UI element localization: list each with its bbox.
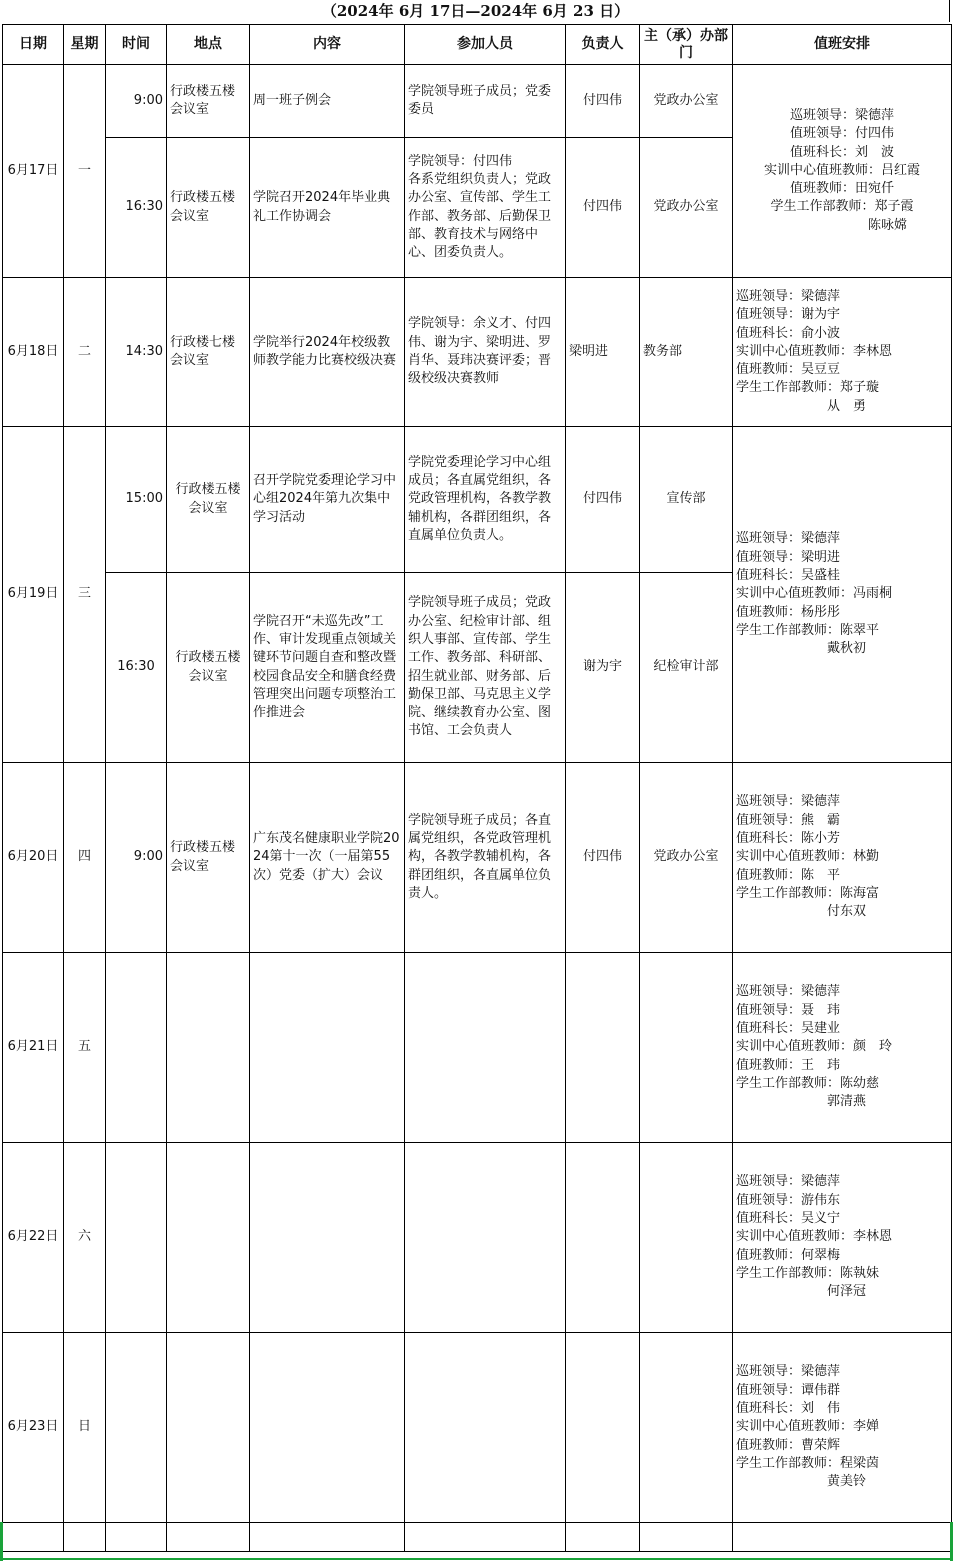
selection-border-bottom: [0, 1558, 953, 1560]
date-cell: 6月18日: [3, 278, 64, 427]
attendees-cell: [405, 1333, 566, 1523]
selection-border-right: [950, 1522, 953, 1561]
weekday-cell: 二: [64, 278, 106, 427]
duty-cell: 巡班领导：梁德萍 值班领导：谭伟群 值班科长：刘 伟 实训中心值班教师：李婵 值班教师：曹荣辉 学生工作部教师：程梁茵 黄美铃: [733, 1333, 952, 1523]
leader-cell: 梁明进: [566, 278, 640, 427]
place-cell: [167, 1333, 250, 1523]
header-weekday: 星期: [64, 25, 106, 65]
selection-border-left: [0, 1522, 3, 1561]
empty-cell: [733, 1523, 952, 1552]
leader-cell: [566, 1333, 640, 1523]
table-row: [3, 763, 952, 953]
date-cell: 6月23日: [3, 1333, 64, 1523]
header-date: 日期: [3, 25, 64, 65]
dept-cell: 纪检审计部: [640, 573, 733, 763]
weekday-cell: 六: [64, 1143, 106, 1333]
date-cell: 6月20日: [3, 763, 64, 953]
header-dept: 主（承）办部门: [640, 25, 733, 65]
dept-cell: [640, 1143, 733, 1333]
table-row: [3, 1143, 952, 1333]
content-cell: 学院召开“未巡先改”工作、审计发现重点领域关键环节问题自查和整改暨校园食品安全和膳食经费管理突出问题专项整治工作推进会: [250, 573, 405, 763]
date-cell: 6月17日: [3, 65, 64, 278]
dept-cell: 党政办公室: [640, 763, 733, 953]
time-cell: 16:30: [106, 138, 167, 278]
attendees-cell: 学院领导班子成员；党政办公室、纪检审计部、组织人事部、宣传部、学生工作、教务部、科研部、招生就业部、财务部、后勤保卫部、马克思主义学院、继续教育办公室、图书馆、工会负责人: [405, 573, 566, 763]
leader-cell: [566, 1143, 640, 1333]
content-cell: 周一班子例会: [250, 65, 405, 138]
empty-cell: [405, 1523, 566, 1552]
leader-cell: 付四伟: [566, 138, 640, 278]
time-cell: 9:00: [106, 763, 167, 953]
weekday-cell: 五: [64, 953, 106, 1143]
content-cell: [250, 953, 405, 1143]
header-content: 内容: [250, 25, 405, 65]
weekday-cell: 三: [64, 427, 106, 763]
place-cell: 行政楼五楼会议室: [167, 763, 250, 953]
empty-cell: [64, 1523, 106, 1552]
leader-cell: 谢为宇: [566, 573, 640, 763]
attendees-cell: [405, 1143, 566, 1333]
dept-cell: 宣传部: [640, 427, 733, 573]
empty-cell: [167, 1523, 250, 1552]
weekday-cell: 日: [64, 1333, 106, 1523]
date-cell: 6月21日: [3, 953, 64, 1143]
table-row: [3, 427, 952, 573]
header-attendees: 参加人员: [405, 25, 566, 65]
attendees-cell: [405, 953, 566, 1143]
dept-cell: 党政办公室: [640, 65, 733, 138]
table-row: [3, 278, 952, 427]
time-cell: 16:30: [106, 573, 167, 763]
content-cell: [250, 1333, 405, 1523]
place-cell: 行政楼七楼会议室: [167, 278, 250, 427]
leader-cell: 付四伟: [566, 65, 640, 138]
attendees-cell: 学院领导：余义才、付四伟、谢为宇、梁明进、罗肖华、聂玮决赛评委；晋级校级决赛教师: [405, 278, 566, 427]
header-row: [3, 25, 952, 65]
place-cell: 行政楼五楼会议室: [167, 65, 250, 138]
attendees-cell: 学院领导班子成员；党委委员: [405, 65, 566, 138]
date-cell: 6月22日: [3, 1143, 64, 1333]
duty-cell: 巡班领导：梁德萍 值班领导：聂 玮 值班科长：吴建业 实训中心值班教师：颜 玲 值班教师：王 玮 学生工作部教师：陈幼慈 郭清燕: [733, 953, 952, 1143]
dept-cell: [640, 953, 733, 1143]
content-cell: 广东茂名健康职业学院2024第十一次（一届第55次）党委（扩大）会议: [250, 763, 405, 953]
attendees-cell: 学院领导班子成员；各直属党组织，各党政管理机构，各教学教辅机构，各群团组织，各直属单位负责人。: [405, 763, 566, 953]
time-cell: [106, 953, 167, 1143]
empty-cell: [250, 1523, 405, 1552]
header-place: 地点: [167, 25, 250, 65]
leader-cell: 付四伟: [566, 427, 640, 573]
date-cell: 6月19日: [3, 427, 64, 763]
time-cell: 9:00: [106, 65, 167, 138]
place-cell: [167, 953, 250, 1143]
dept-cell: [640, 1333, 733, 1523]
content-cell: 召开学院党委理论学习中心组2024年第九次集中学习活动: [250, 427, 405, 573]
header-time: 时间: [106, 25, 167, 65]
page-title: （2024年 6月 17日—2024年 6月 23 日）: [2, 0, 950, 22]
place-cell: 行政楼五楼会议室: [167, 138, 250, 278]
empty-cell: [3, 1523, 64, 1552]
header-duty: 值班安排: [733, 25, 952, 65]
duty-cell: 巡班领导：梁德萍 值班领导：熊 霸 值班科长：陈小芳 实训中心值班教师：林勤 值班教师：陈 平 学生工作部教师：陈海富 付东双: [733, 763, 952, 953]
leader-cell: [566, 953, 640, 1143]
time-cell: 14:30: [106, 278, 167, 427]
place-cell: 行政楼五楼会议室: [167, 427, 250, 573]
table-row: [3, 65, 952, 138]
duty-cell: 巡班领导：梁德萍 值班领导：梁明进 值班科长：吴盛桂 实训中心值班教师：冯雨桐 值班教师：杨彤彤 学生工作部教师：陈翠平 戴秋初: [733, 427, 952, 763]
leader-cell: 付四伟: [566, 763, 640, 953]
header-leader: 负责人: [566, 25, 640, 65]
weekday-cell: 四: [64, 763, 106, 953]
content-cell: 学院召开2024年毕业典礼工作协调会: [250, 138, 405, 278]
duty-cell: 巡班领导：梁德萍 值班领导：付四伟 值班科长：刘 波 实训中心值班教师：吕红霞 值班教师：田宛仟 学生工作部教师：郑子霞 陈咏嫦: [733, 65, 952, 278]
empty-cell: [566, 1523, 640, 1552]
time-cell: 15:00: [106, 427, 167, 573]
empty-cell: [640, 1523, 733, 1552]
duty-cell: 巡班领导：梁德萍 值班领导：游伟东 值班科长：吴义宁 实训中心值班教师：李林恩 值班教师：何翠梅 学生工作部教师：陈執妹 何泽冠: [733, 1143, 952, 1333]
duty-cell: 巡班领导：梁德萍 值班领导：谢为宇 值班科长：俞小波 实训中心值班教师：李林恩 值班教师：吴豆豆 学生工作部教师：郑子璇 从 勇: [733, 278, 952, 427]
table-row: [3, 1523, 952, 1552]
attendees-cell: 学院党委理论学习中心组成员；各直属党组织，各党政管理机构，各教学教辅机构，各群团组织，各直属单位负责人。: [405, 427, 566, 573]
content-cell: [250, 1143, 405, 1333]
time-cell: [106, 1143, 167, 1333]
schedule-table: [2, 24, 952, 1552]
attendees-cell: 学院领导：付四伟 各系党组织负责人；党政办公室、宣传部、学生工作部、教务部、后勤保卫部、教育技术与网络中心、团委负责人。: [405, 138, 566, 278]
table-row: [3, 953, 952, 1143]
empty-cell: [106, 1523, 167, 1552]
content-cell: 学院举行2024年校级教师教学能力比赛校级决赛: [250, 278, 405, 427]
dept-cell: 党政办公室: [640, 138, 733, 278]
place-cell: [167, 1143, 250, 1333]
time-cell: [106, 1333, 167, 1523]
place-cell: 行政楼五楼会议室: [167, 573, 250, 763]
weekday-cell: 一: [64, 65, 106, 278]
table-row: [3, 1333, 952, 1523]
dept-cell: 教务部: [640, 278, 733, 427]
